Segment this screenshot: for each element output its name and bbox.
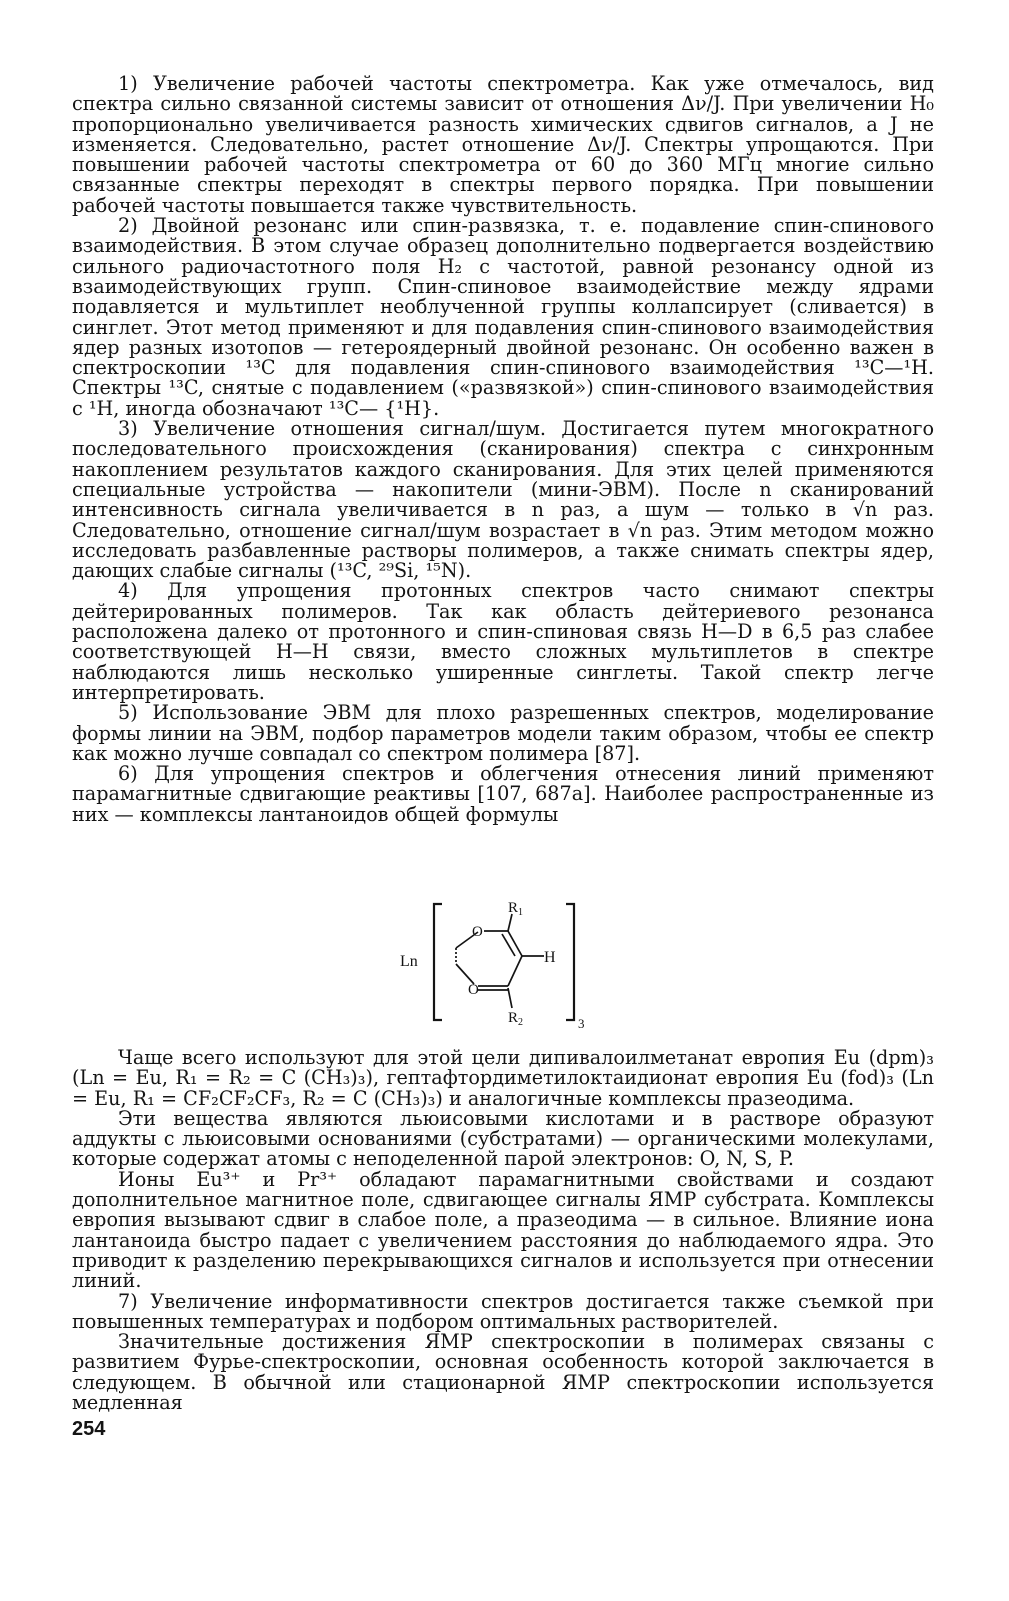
left-bracket	[434, 904, 442, 1020]
subscript-count: 3	[578, 1016, 585, 1031]
paragraph: 7) Увеличение информативности спектров достигается также съемкой при повышенных температурах и подбором оптимальных растворителей.	[72, 1289, 934, 1333]
paragraph: 6) Для упрощения спектров и облегчения отнесения линий применяют парамагнитные сдвигающие реактивы [107, 687а]. Наиболее распространенные из них — комплексы лантаноидов общей формулы	[72, 762, 934, 826]
paragraph: 5) Использование ЭВМ для плохо разрешенных спектров, моделирование формы линии на ЭВМ, подбор параметров модели таким образом, чтобы ее спектр как можно лучше совпадал со спектром полимера [87].	[72, 701, 934, 765]
paragraph: Чаще всего используют для этой цели дипивалоилметанат европия Eu (dpm)₃ (Ln = Eu, R₁ = R₂ = C (CH₃)₃), гептафтордиметилоктаидионат европия Eu (fod)₃ (Ln = Eu, R₁ = CF₂CF₂CF₃, R₂ = C (CH₃)₃) и аналогичные комплексы празеодима.	[72, 1046, 934, 1110]
oxygen-top: O	[472, 924, 483, 940]
paragraph: Эти вещества являются льюисовыми кислотами и в растворе образуют аддукты с льюисовыми основаниями (субстратами) — органическими молекулами, которые содержат атомы с неподеленной парой электронов: O, N, S, P.	[72, 1106, 934, 1171]
page-number: 254	[72, 1418, 106, 1440]
paragraph: 4) Для упрощения протонных спектров часто снимают спектры дейтерированных полимеров. Так как область дейтериевого резонанса расположена далеко от протонного и спин-спиновая связь H—D в 6,5 раз слабее соответствующей H—H связи, вместо сложных мультиплетов в спектре наблюдаются лишь несколько уширенные синглеты. Такой спектр легче интерпретировать.	[72, 579, 934, 704]
lanthanide-complex-structure	[398, 896, 610, 1036]
right-bracket	[566, 904, 574, 1020]
hydrogen-label: H	[544, 949, 556, 966]
r1-label: $R_1$	[508, 900, 524, 918]
text-block-upper	[72, 74, 934, 825]
paragraph: Ионы Eu³⁺ и Pr³⁺ обладают парамагнитными свойствами и создают дополнительное магнитное поле, сдвигающее сигналы ЯМР субстрата. Комплексы европия вызывают сдвиг в слабое поле, а празеодима — в сильное. Влияние иона лантаноида быстро падает с увеличением расстояния до наблюдаемого ядра. Это приводит к разделению перекрывающихся сигналов и используется при отнесении линий.	[72, 1167, 934, 1293]
paragraph: 2) Двойной резонанс или спин-развязка, т. е. подавление спин-спинового взаимодействия. В этом случае образец дополнительно подвергается воздействию сильного радиочастотного поля H₂ с частотой, равной резонансу одной из взаимодействующих групп. Спин-спиновое взаимодействие между ядрами подавляется и мультиплет необлученной группы коллапсирует (сливается) в синглет. Этот метод применяют и для подавления спин-спинового взаимодействия ядер разных изотопов — гетероядерный двойной резонанс. Он особенно важен в спектроскопии ¹³C для подавления спин-спинового взаимодействия ¹³C—¹H. Спектры ¹³C, снятые с подавлением («развязкой») спин-спинового взаимодействия с ¹H, иногда обозначают ¹³C— {¹H}.	[72, 214, 934, 420]
paragraph: Значительные достижения ЯМР спектроскопии в полимерах связаны с развитием Фурье-спектроскопии, основная особенность которой заключается в следующем. В обычной или стационарной ЯМР спектроскопии используется медленная	[72, 1330, 934, 1415]
oxygen-bottom: O	[468, 982, 479, 998]
r2-label: $R_2$	[508, 1010, 524, 1028]
chemical-formula	[398, 896, 610, 1036]
paragraph: 1) Увеличение рабочей частоты спектрометра. Как уже отмечалось, вид спектра сильно связанной системы зависит от отношения Δν/J. При увеличении H₀ пропорционально увеличивается разность химических сдвигов сигналов, а J не изменяется. Следовательно, растет отношение Δν/J. Спектры упрощаются. При повышении рабочей частоты спектрометра от 60 до 360 МГц многие сильно связанные спектры переходят в спектры первого порядка. При повышении рабочей частоты повышается также чувствительность.	[72, 72, 934, 217]
ln-label: Ln	[400, 953, 418, 970]
paragraph: 3) Увеличение отношения сигнал/шум. Достигается путем многократного последовательного происхождения (сканирования) спектра с синхронным накоплением результатов каждого сканирования. Для этих целей применяются специальные устройства — накопители (мини-ЭВМ). После n сканирований интенсивность сигнала увеличивается в n раз, а шум — только в √n раз. Следовательно, отношение сигнал/шум возрастает в √n раз. Этим методом можно исследовать разбавленные растворы полимеров, а также снимать спектры ядер, дающих слабые сигналы (¹³C, ²⁹Si, ¹⁵N).	[72, 417, 934, 583]
text-block-lower	[72, 1048, 934, 1413]
